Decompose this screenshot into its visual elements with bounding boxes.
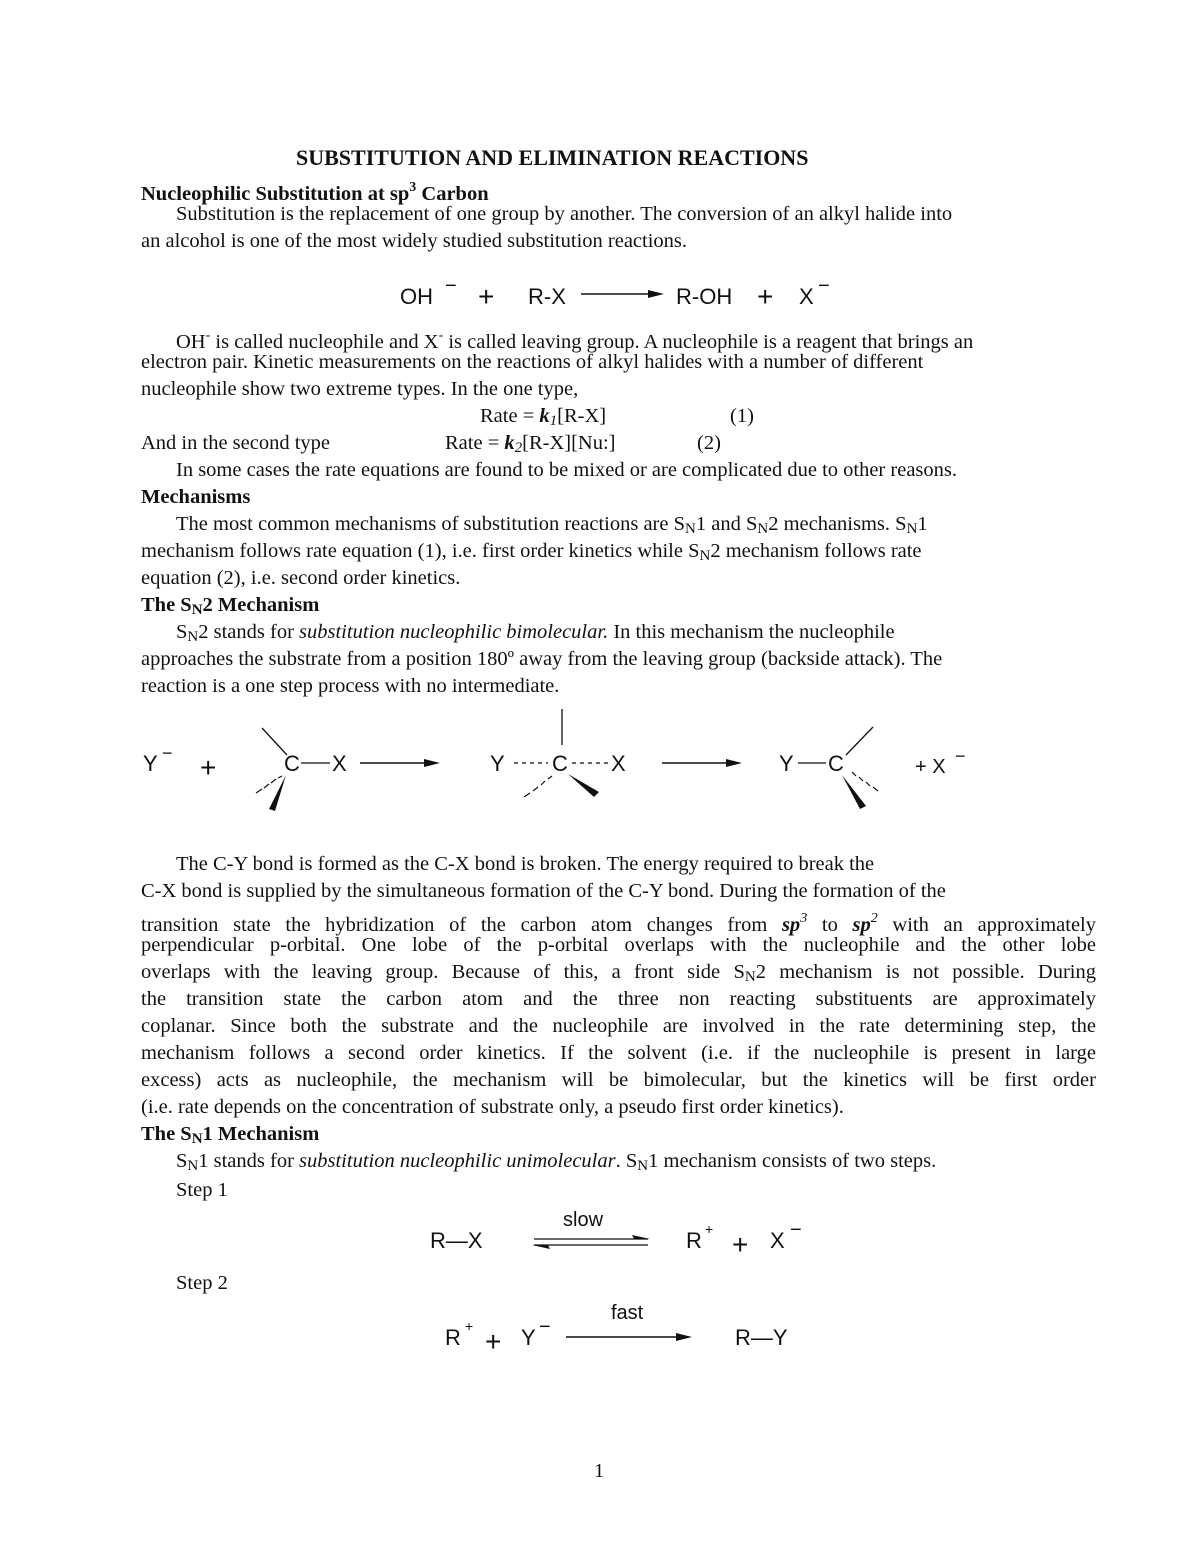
- section-heading-sn2: The $S_N2$ Mechanism: [141, 594, 320, 618]
- step-1-label: Step 1: [176, 1179, 228, 1201]
- leaving-x: X: [332, 751, 347, 776]
- paragraph-line: mechanism follows a second order kinetics. If the solvent (i.e. if the nucleophile is present in large: [141, 1042, 1096, 1064]
- product-roh: R-OH: [676, 284, 733, 309]
- paragraph-line: mechanism follows rate equation (1), i.e. first order kinetics while $S_N2$ mechanism follows rate: [141, 540, 922, 564]
- anion-x: X: [770, 1228, 785, 1253]
- charge-plus: +: [465, 1318, 474, 1334]
- plus-sign: +: [478, 281, 495, 312]
- section-heading-nucleophilic-substitution: Nucleophilic Substitution at $sp^3$ Carbon: [141, 180, 489, 205]
- charge-minus: −: [445, 275, 457, 297]
- paragraph-line: The C-Y bond is formed as the C-X bond is broken. The energy required to break the: [176, 853, 875, 875]
- plus-sign: +: [485, 1326, 502, 1357]
- paragraph-line: (i.e. rate depends on the concentration of substrate only, a pseudo first order kinetics).: [141, 1096, 844, 1118]
- equation-number-1: (1): [730, 405, 754, 427]
- paragraph-line: The most common mechanisms of substitution reactions are $S_N1$ and $S_N2$ mechanisms. $S_N1$: [176, 513, 928, 537]
- paragraph-line: OH- is called nucleophile and X- is called leaving group. A nucleophile is a reagent that brings an: [176, 328, 974, 353]
- reaction-arrow-head: [676, 1333, 692, 1341]
- product-x: X: [799, 284, 814, 309]
- ts-y: Y: [490, 751, 505, 776]
- plus-sign: +: [757, 281, 774, 312]
- charge-plus: +: [705, 1221, 714, 1237]
- paragraph-line: Substitution is the replacement of one group by another. The conversion of an alkyl halide into: [176, 203, 953, 225]
- paragraph-line: electron pair. Kinetic measurements on the reactions of alkyl halides with a number of different: [141, 351, 924, 373]
- paragraph-line: reaction is a one step process with no intermediate.: [141, 675, 560, 697]
- carbon-c: C: [284, 751, 300, 776]
- plus-sign: +: [732, 1229, 749, 1260]
- paragraph-line: transition state the hybridization of the carbon atom changes from $sp^3$ to $sp^2$ with an approximately: [141, 911, 1096, 936]
- nucleophile-y: Y: [521, 1325, 536, 1350]
- step-2-label: Step 2: [176, 1272, 228, 1294]
- paragraph-line: coplanar. Since both the substrate and the nucleophile are involved in the rate determining step, the: [141, 1015, 1096, 1037]
- reactant-rx: R-X: [528, 284, 566, 309]
- paragraph-line: excess) acts as nucleophile, the mechanism will be bimolecular, but the kinetics will be first order: [141, 1069, 1096, 1091]
- arrow-label-slow: slow: [563, 1209, 604, 1231]
- paragraph-line: nucleophile show two extreme types. In the one type,: [141, 378, 579, 400]
- section-heading-mechanisms: Mechanisms: [141, 486, 251, 508]
- nucleophile-y: Y: [143, 751, 158, 776]
- rate-equation-1: Rate = $k_1[R-X]$: [480, 405, 607, 429]
- arrow-label-fast: fast: [611, 1302, 644, 1324]
- product-y: Y: [779, 751, 794, 776]
- paragraph-line: approaches the substrate from a position 180º away from the leaving group (backside attack). The: [141, 648, 943, 670]
- carbocation-r: R: [686, 1228, 702, 1253]
- charge-minus: −: [162, 743, 173, 763]
- carbocation-r: R: [445, 1325, 461, 1350]
- second-type-label: And in the second type: [141, 432, 331, 454]
- paragraph-line: In some cases the rate equations are found to be mixed or are complicated due to other reasons.: [176, 459, 957, 481]
- paragraph-line: equation (2), i.e. second order kinetics.: [141, 567, 461, 589]
- paragraph-line: the transition state the carbon atom and the three non reacting substituents are approximately: [141, 988, 1096, 1010]
- paragraph-line: perpendicular p-orbital. One lobe of the p-orbital overlaps with the nucleophile and the other lobe: [141, 934, 1096, 956]
- charge-minus: −: [818, 275, 830, 297]
- charge-minus: −: [790, 1219, 802, 1241]
- page-number: 1: [594, 1460, 605, 1482]
- paragraph-line: $S_N1$ stands for substitution nucleophilic unimolecular. $S_N1$ mechanism consists of two steps.: [176, 1150, 937, 1174]
- page-title: SUBSTITUTION AND ELIMINATION REACTIONS: [296, 145, 809, 170]
- plus-x: + X: [915, 756, 946, 778]
- reactant-oh: OH: [400, 284, 433, 309]
- substrate-rx: R—X: [430, 1228, 483, 1253]
- plus-sign: +: [200, 752, 217, 783]
- product-ry: R—Y: [735, 1325, 788, 1350]
- equation-number-2: (2): [697, 432, 721, 454]
- rate-equation-2: Rate = $k_2[R-X][Nu:]$: [445, 432, 616, 456]
- charge-minus: −: [539, 1316, 551, 1338]
- paragraph-line: an alcohol is one of the most widely studied substitution reactions.: [141, 230, 688, 252]
- ts-c: C: [552, 751, 568, 776]
- ts-x: X: [611, 751, 626, 776]
- product-c: C: [828, 751, 844, 776]
- paragraph-line: $S_N2$ stands for substitution nucleophilic bimolecular. In this mechanism the nucleophile: [176, 621, 895, 645]
- paragraph-line: overlaps with the leaving group. Because of this, a front side $S_N2$ mechanism is not possible. During: [141, 961, 1096, 985]
- charge-minus: −: [955, 746, 966, 766]
- section-heading-sn1: The $S_N1$ Mechanism: [141, 1123, 320, 1147]
- paragraph-line: C-X bond is supplied by the simultaneous formation of the C-Y bond. During the formation of the: [141, 880, 946, 902]
